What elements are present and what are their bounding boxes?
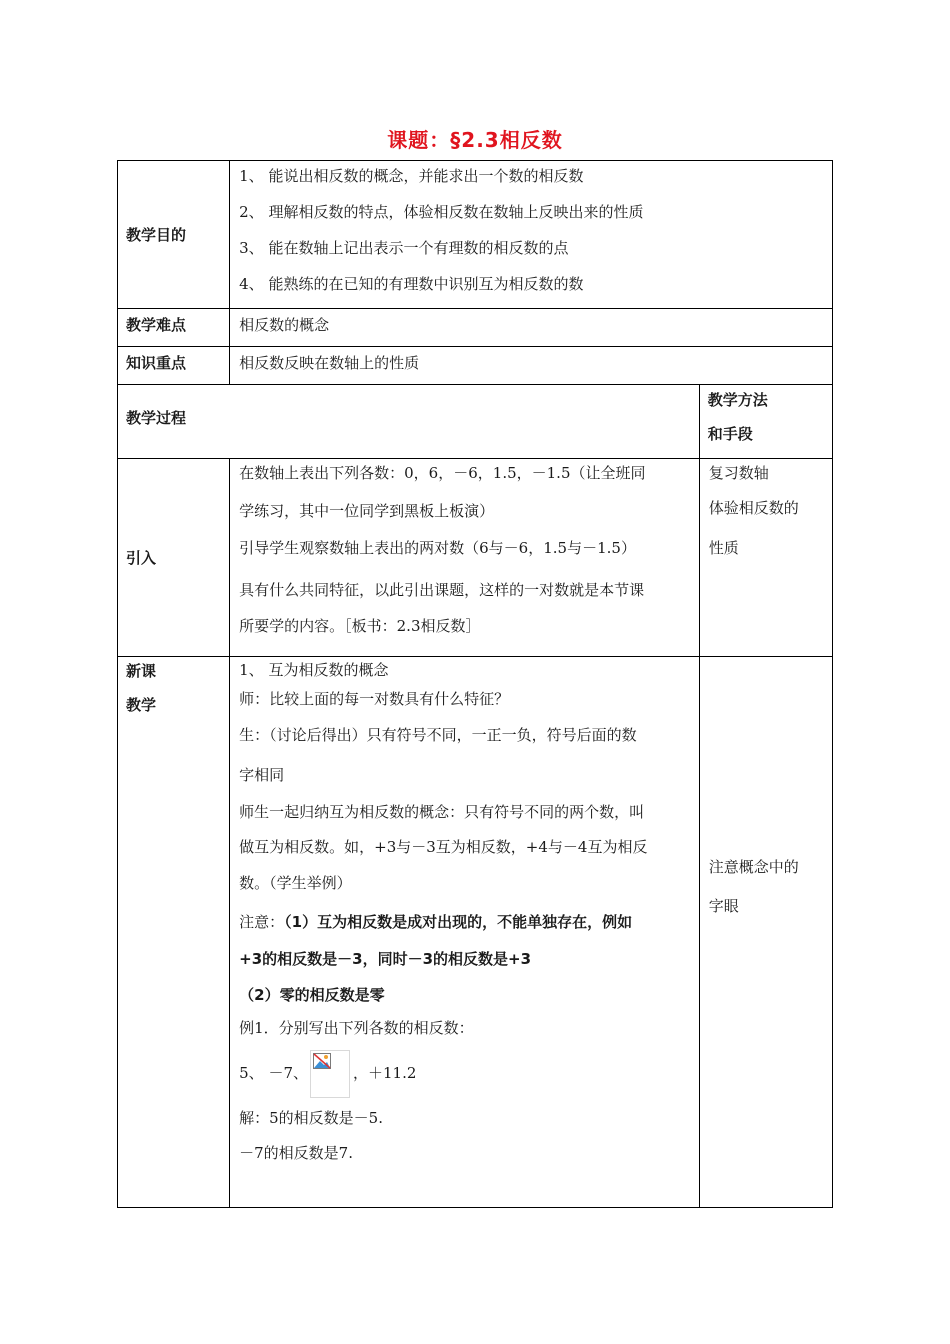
solution-line: －7的相反数是7. xyxy=(239,1144,353,1162)
objective-item: 4、 能熟练的在已知的有理数中识别互为相反数的数 xyxy=(239,275,584,293)
newlesson-method-line: 注意概念中的 xyxy=(708,858,799,876)
example-heading: 例1．分别写出下列各数的相反数： xyxy=(239,1019,474,1037)
objective-item: 2、 理解相反数的特点，体验相反数在数轴上反映出来的性质 xyxy=(239,203,644,221)
method-header-line: 教学方法 xyxy=(707,391,768,409)
student-answer-line: 字相同 xyxy=(239,766,285,784)
difficulty-row xyxy=(118,309,833,347)
note-point: +3的相反数是－3，同时－3的相反数是+3 xyxy=(239,950,532,968)
process-label-cell xyxy=(118,385,700,459)
note-point: （1）互为相反数是成对出现的，不能单独存在，例如 xyxy=(284,913,633,931)
keypoint-label: 知识重点 xyxy=(126,354,187,372)
process-header-row xyxy=(118,385,833,459)
newlesson-content-cell xyxy=(230,657,700,1208)
process-label: 教学过程 xyxy=(126,409,187,427)
intro-label: 引入 xyxy=(126,549,157,567)
objectives-label-cell xyxy=(118,161,230,309)
keypoint-text: 相反数反映在数轴上的性质 xyxy=(239,354,420,372)
intro-line: 在数轴上表出下列各数：0，6，－6，1.5，－1.5（让全班同 xyxy=(239,464,646,482)
student-answer-line: 生：（讨论后得出）只有符号不同，一正一负，符号后面的数 xyxy=(239,726,637,744)
method-header-line: 和手段 xyxy=(707,425,753,443)
intro-method-cell xyxy=(699,459,832,657)
objective-item: 3、 能在数轴上记出表示一个有理数的相反数的点 xyxy=(239,239,569,257)
difficulty-content-cell xyxy=(230,309,833,347)
intro-method-line: 性质 xyxy=(708,539,739,557)
difficulty-label-cell xyxy=(118,309,230,347)
intro-line: 所要学的内容。［板书：2.3相反数］ xyxy=(239,617,481,635)
intro-method-line: 体验相反数的 xyxy=(708,499,799,517)
keypoint-content-cell xyxy=(230,347,833,385)
objectives-row xyxy=(118,161,833,309)
intro-label-cell xyxy=(118,459,230,657)
page-title: 课题：§2.3相反数 xyxy=(387,128,563,152)
solution-line: 解：5的相反数是－5. xyxy=(239,1109,383,1127)
note-prefix: 注意： xyxy=(239,913,285,931)
intro-line: 引导学生观察数轴上表出的两对数（6与－6，1.5与－1.5） xyxy=(239,539,636,557)
broken-image-icon xyxy=(313,1053,331,1069)
broken-image-placeholder xyxy=(310,1050,350,1098)
concept-heading: 1、 互为相反数的概念 xyxy=(239,661,389,679)
keypoint-row xyxy=(118,347,833,385)
example-numbers xyxy=(239,1048,691,1108)
objectives-label: 教学目的 xyxy=(126,226,187,244)
intro-content-cell xyxy=(230,459,700,657)
newlesson-label-line: 新课 xyxy=(126,662,157,680)
intro-line: 学练习，其中一位同学到黑板上板演） xyxy=(239,502,495,520)
newlesson-method-cell xyxy=(699,657,832,1208)
newlesson-label-cell xyxy=(118,657,230,1208)
newlesson-method-line: 字眼 xyxy=(708,897,739,915)
newlesson-label-line: 教学 xyxy=(126,696,157,714)
objectives-content-cell xyxy=(230,161,833,309)
definition-line: 师生一起归纳互为相反数的概念：只有符号不同的两个数，叫 xyxy=(239,803,645,821)
note-point: （2）零的相反数是零 xyxy=(239,986,385,1004)
intro-line: 具有什么共同特征，以此引出课题，这样的一对数就是本节课 xyxy=(239,581,645,599)
example-numbers-after: ，＋11.2 xyxy=(353,1064,417,1082)
intro-row xyxy=(118,459,833,657)
definition-line: 数。（学生举例） xyxy=(239,874,352,892)
objective-item: 1、 能说出相反数的概念，并能求出一个数的相反数 xyxy=(239,167,584,185)
difficulty-text: 相反数的概念 xyxy=(239,316,330,334)
example-numbers-before: 5、 －7、 xyxy=(239,1064,308,1082)
teacher-question: 师：比较上面的每一对数具有什么特征？ xyxy=(239,690,510,708)
keypoint-label-cell xyxy=(118,347,230,385)
definition-line: 做互为相反数。如，+3与－3互为相反数，+4与－4互为相反 xyxy=(239,838,648,856)
method-header-cell xyxy=(699,385,832,459)
lesson-plan-table xyxy=(117,160,833,1208)
difficulty-label: 教学难点 xyxy=(126,316,187,334)
intro-method-line: 复习数轴 xyxy=(708,464,769,482)
newlesson-row xyxy=(118,657,833,1208)
